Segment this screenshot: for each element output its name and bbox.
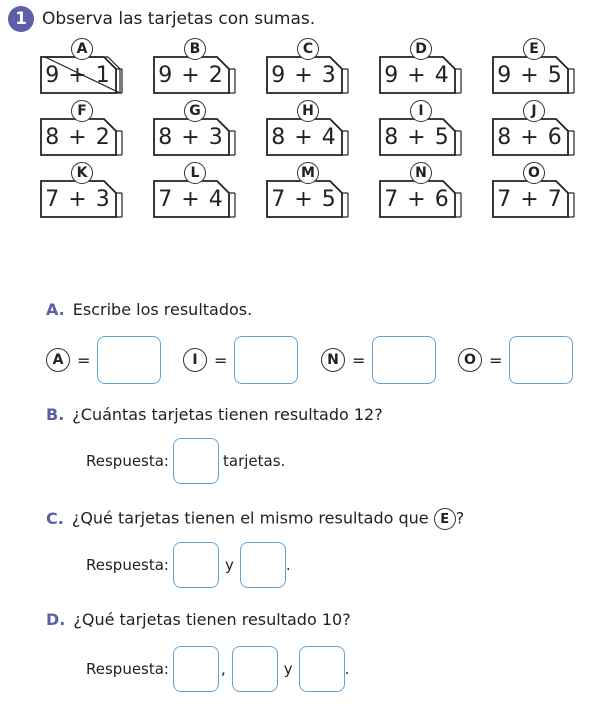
cards-row [38,38,578,94]
answer-box-d3[interactable] [299,646,345,692]
exercise-instruction: Observa las tarjetas con sumas. [42,9,316,29]
card-letter: J [523,100,545,122]
comma: , [221,660,226,678]
response-d [86,646,349,692]
answer-letter: A [46,348,70,372]
answer-box-c1[interactable] [173,542,219,588]
card-expression: 7 + 5 [271,186,337,212]
card [377,162,465,218]
question-a-text: Escribe los resultados. [72,300,253,319]
joiner-y: y [225,556,234,574]
equals-sign: = [214,350,228,370]
cards-row [38,162,578,218]
answer-box-d2[interactable] [232,646,278,692]
card [38,100,126,156]
card-letter: I [410,100,432,122]
question-b-text: ¿Cuántas tarjetas tienen resultado 12? [72,405,383,424]
card-letter: D [410,38,432,60]
response-label: Respuesta: [86,452,169,470]
question-d-text: ¿Qué tarjetas tienen resultado 10? [73,610,351,629]
card [264,38,352,94]
card-letter: F [71,100,93,122]
reference-letter-circle: E [434,508,456,530]
question-a [46,300,252,319]
card [264,162,352,218]
card-letter: M [297,162,319,184]
card [264,100,352,156]
question-b [46,405,383,424]
equals-sign: = [489,350,503,370]
card [38,38,126,94]
card [377,100,465,156]
response-suffix: tarjetas. [223,452,286,470]
card-expression: 8 + 3 [158,124,224,150]
card-expression: 8 + 4 [271,124,337,150]
card-expression: 9 + 1 [45,62,111,88]
question-c-label: C. [46,508,64,528]
answer-box-d1[interactable] [173,646,219,692]
card-letter: C [297,38,319,60]
card-expression: 8 + 6 [497,124,563,150]
response-label: Respuesta: [86,660,169,678]
card [490,38,578,94]
answer-box-b[interactable] [173,438,219,484]
card-letter: L [184,162,206,184]
card-expression: 9 + 5 [497,62,563,88]
question-d-label: D. [46,610,66,629]
answer-n [321,336,436,384]
card [377,38,465,94]
answer-box-c2[interactable] [240,542,286,588]
answer-letter: N [321,348,345,372]
question-c-text: ¿Qué tarjetas tienen el mismo resultado que [71,508,429,528]
response-label: Respuesta: [86,556,169,574]
question-b-label: B. [46,405,65,424]
question-d [46,610,351,629]
answer-box-i[interactable] [234,336,298,384]
exercise-header [8,6,315,32]
card-letter: B [184,38,206,60]
card [151,162,239,218]
card-letter: O [523,162,545,184]
response-b [86,438,291,484]
period: . [285,556,291,574]
card-letter: E [523,38,545,60]
period: . [344,660,350,678]
card-expression: 9 + 2 [158,62,224,88]
answer-box-o[interactable] [509,336,573,384]
equals-sign: = [77,350,91,370]
card-letter: K [71,162,93,184]
answer-a [46,336,161,384]
answer-i [183,336,298,384]
card-expression: 7 + 6 [384,186,450,212]
card-expression: 7 + 3 [45,186,111,212]
cards-row [38,100,578,156]
cards-grid [38,38,578,224]
card-expression: 9 + 4 [384,62,450,88]
card [38,162,126,218]
card-expression: 7 + 4 [158,186,224,212]
card-expression: 7 + 7 [497,186,563,212]
question-c-end: ? [455,508,465,528]
card [151,100,239,156]
card [490,100,578,156]
question-c [46,508,464,530]
card-expression: 8 + 2 [45,124,111,150]
card-letter: N [410,162,432,184]
card-expression: 8 + 5 [384,124,450,150]
card-letter: H [297,100,319,122]
response-c [86,542,291,588]
card-letter: G [184,100,206,122]
answer-letter: O [458,348,482,372]
answer-box-a[interactable] [97,336,161,384]
answer-box-n[interactable] [372,336,436,384]
exercise-number-badge: 1 [8,6,34,32]
question-a-label: A. [46,300,65,319]
equals-sign: = [352,350,366,370]
card-letter: A [71,38,93,60]
joiner-y: y [283,660,293,678]
card [151,38,239,94]
card [490,162,578,218]
answers-row-a [46,336,586,386]
answer-o [458,336,573,384]
answer-letter: I [183,348,207,372]
card-expression: 9 + 3 [271,62,337,88]
